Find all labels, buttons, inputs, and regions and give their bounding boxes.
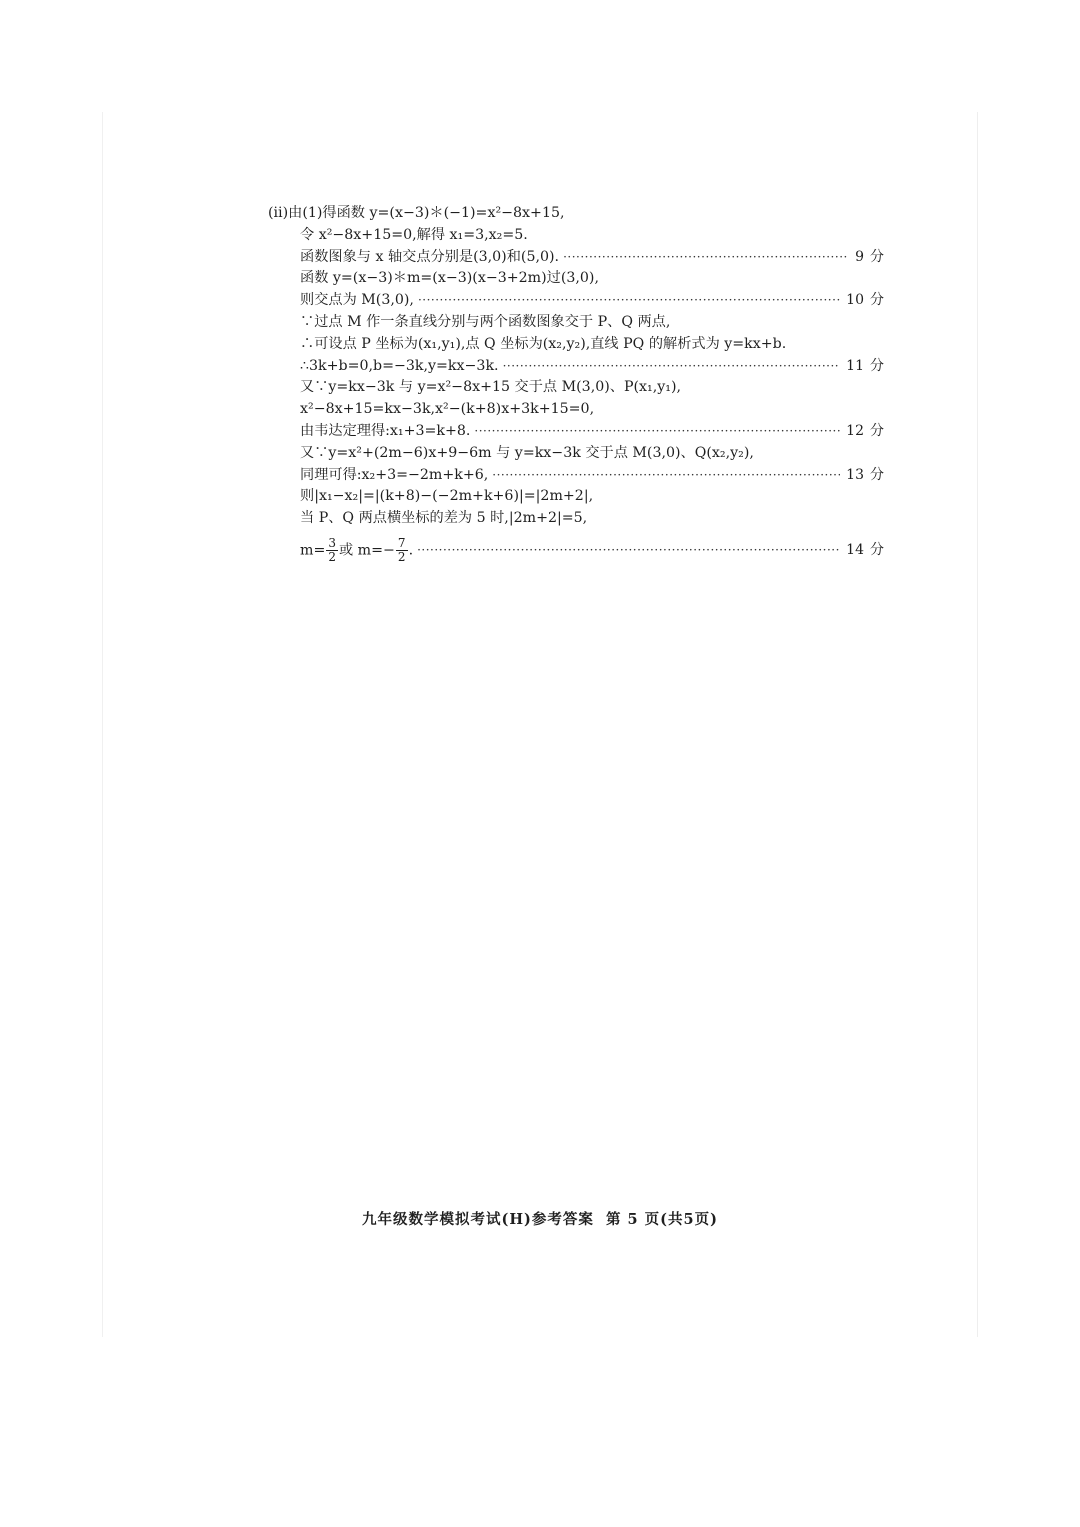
score-value: 12 xyxy=(846,422,864,439)
score-value: 9 xyxy=(855,248,864,265)
solution-text: ∴可设点 P 坐标为(x₁,y₁),点 Q 坐标为(x₂,y₂),直线 PQ 的解析式为 y=kx+b. xyxy=(300,335,787,352)
leader-dots xyxy=(563,247,849,269)
leader-dots xyxy=(503,356,841,378)
leader-dots xyxy=(492,465,840,487)
final-answer-line xyxy=(268,534,884,568)
solution-line xyxy=(268,377,884,399)
solution-line xyxy=(268,203,884,225)
connector-text: 或 m=− xyxy=(338,542,395,559)
solution-line xyxy=(268,486,884,508)
score-unit: 分 xyxy=(870,292,884,309)
fraction-numerator: 7 xyxy=(397,536,406,551)
m1-lhs: m= xyxy=(300,542,326,559)
score-unit: 分 xyxy=(870,357,884,374)
score-mark xyxy=(846,540,884,562)
solution-text: 又∵y=x²+(2m−6)x+9−6m 与 y=kx−3k 交于点 M(3,0)、Q(x₂,y₂), xyxy=(300,444,754,461)
solution-text: 函数图象与 x 轴交点分别是(3,0)和(5,0). xyxy=(300,248,560,265)
fraction-m1 xyxy=(326,537,338,564)
answer-content xyxy=(268,203,884,568)
solution-line xyxy=(268,247,884,269)
solution-line xyxy=(268,312,884,334)
score-unit: 分 xyxy=(870,466,884,483)
solution-line xyxy=(268,225,884,247)
leader-dots xyxy=(474,421,840,443)
score-value: 11 xyxy=(846,357,864,374)
solution-text: 当 P、Q 两点横坐标的差为 5 时,|2m+2|=5, xyxy=(300,510,588,527)
solution-text: 函数 y=(x−3)＊m=(x−3)(x−3+2m)过(3,0), xyxy=(300,270,599,287)
fraction-denominator: 2 xyxy=(328,550,336,565)
solution-text: ∵过点 M 作一条直线分别与两个函数图象交于 P、Q 两点, xyxy=(300,313,671,330)
page-footer: 九年级数学模拟考试(H)参考答案 第 5 页(共5页) xyxy=(361,1211,718,1228)
solution-line xyxy=(268,334,884,356)
score-mark xyxy=(846,356,884,378)
solution-line xyxy=(268,443,884,465)
score-unit: 分 xyxy=(870,422,884,439)
solution-text: 同理可得:x₂+3=−2m+k+6, xyxy=(300,466,489,483)
fraction-m2 xyxy=(396,537,408,564)
solution-text: 则|x₁−x₂|=|(k+8)−(−2m+k+6)|=|2m+2|, xyxy=(300,488,594,505)
leader-dots xyxy=(417,540,840,562)
solution-line xyxy=(268,399,884,421)
score-value: 10 xyxy=(846,292,864,309)
solution-line xyxy=(268,465,884,487)
solution-line xyxy=(268,508,884,530)
solution-line xyxy=(268,356,884,378)
score-unit: 分 xyxy=(870,248,884,265)
solution-text: 由韦达定理得:x₁+3=k+8. xyxy=(300,422,471,439)
score-mark xyxy=(846,465,884,487)
leader-dots xyxy=(418,290,840,312)
score-mark xyxy=(855,247,884,269)
solution-text: x²−8x+15=kx−3k,x²−(k+8)x+3k+15=0, xyxy=(300,401,595,418)
fraction-numerator: 3 xyxy=(328,536,336,551)
solution-line xyxy=(268,421,884,443)
score-value: 14 xyxy=(846,542,864,559)
solution-text: (ⅱ)由(1)得函数 y=(x−3)＊(−1)=x²−8x+15, xyxy=(268,205,565,221)
solution-line xyxy=(268,268,884,290)
fraction-denominator: 2 xyxy=(397,550,406,565)
score-mark xyxy=(846,421,884,443)
solution-text: ∴3k+b=0,b=−3k,y=kx−3k. xyxy=(300,357,499,374)
solution-text: 则交点为 M(3,0), xyxy=(300,292,414,309)
score-value: 13 xyxy=(846,466,864,483)
score-unit: 分 xyxy=(870,542,884,559)
solution-text: 令 x²−8x+15=0,解得 x₁=3,x₂=5. xyxy=(300,226,528,243)
solution-text: 又∵y=kx−3k 与 y=x²−8x+15 交于点 M(3,0)、P(x₁,y₁), xyxy=(300,379,681,396)
end-punct: . xyxy=(408,542,414,559)
final-answer xyxy=(300,537,413,564)
solution-line xyxy=(268,290,884,312)
score-mark xyxy=(846,290,884,312)
